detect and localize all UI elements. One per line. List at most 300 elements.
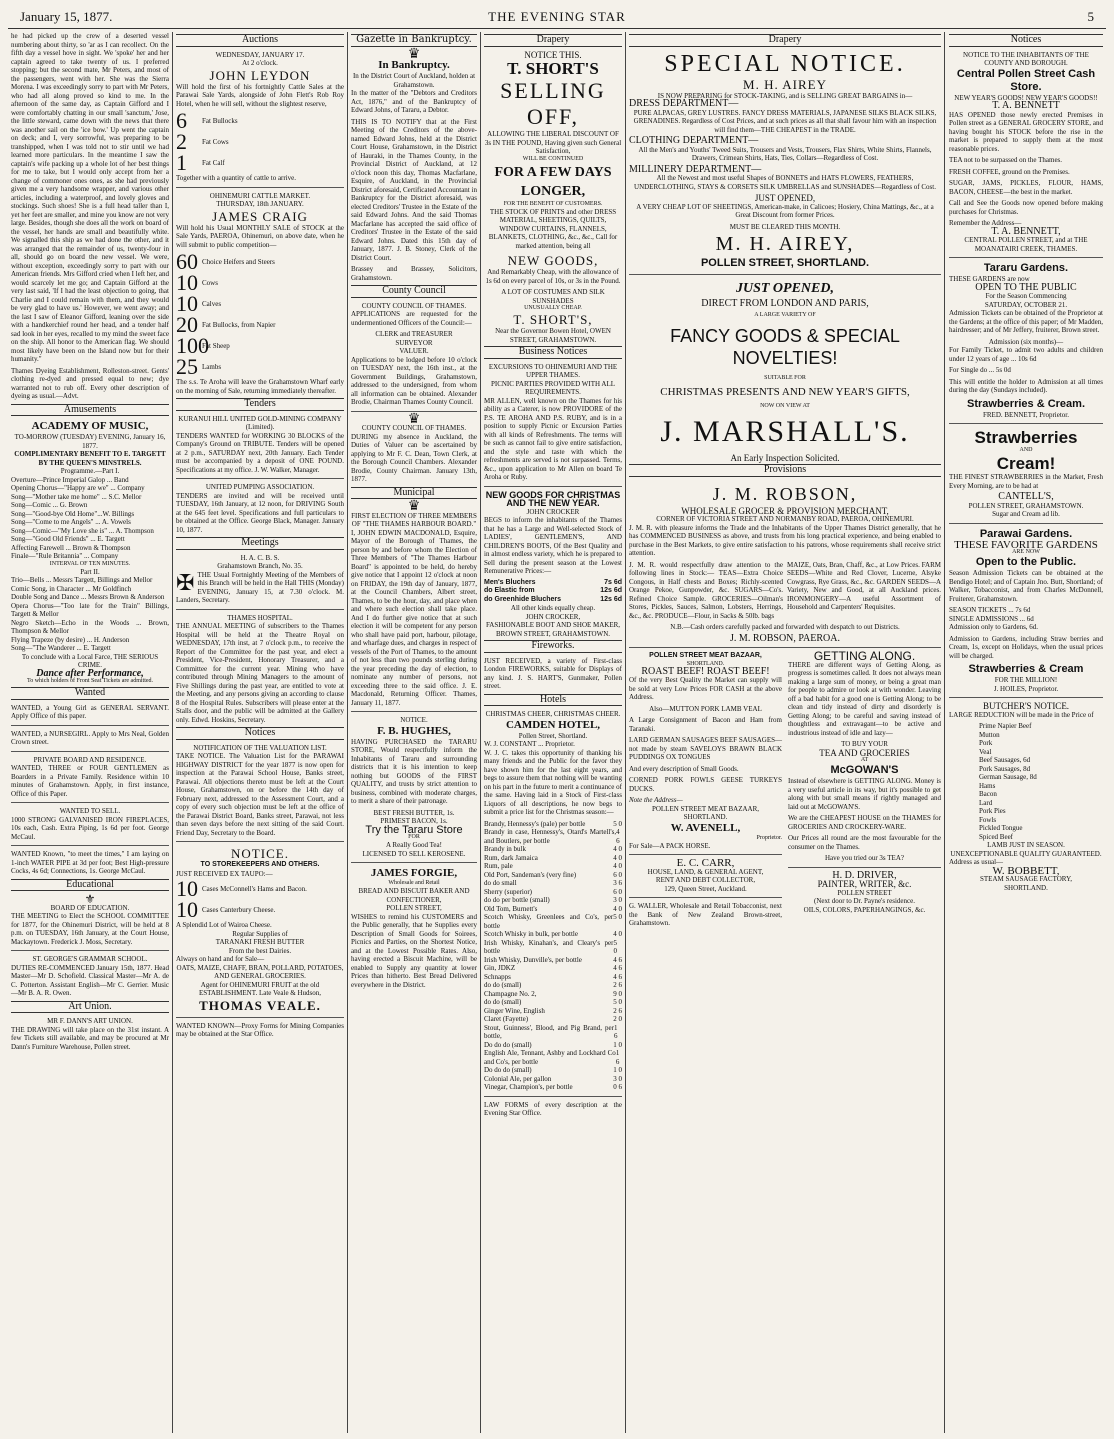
stock-lot-label: Calves <box>202 299 222 308</box>
officers-list <box>351 330 477 356</box>
bennett-coffee: FRESH COFFEE, ground on the Premises. <box>949 167 1070 176</box>
meat-item: Hams <box>979 781 996 790</box>
bankruptcy-text: THIS IS TO NOTIFY that at the First Meeting of the Creditors of the above-named Edward Johns, held at the District Court House, Grahamstown, in the District of Hauraki, in the Thames County, in the Provincial District of Auckland, at 12 o'clock noon this day, Thomas Macfarlane, Esquire, of Auckland, in the Provincial District aforesaid, Certificated Accountant in Bankruptcy for the District aforesaid, was elected Creditors' Trustee in the Estate of the said Edward Johns. And the said Thomas Macfarlane has accepted the said office of Creditors' Trustee in the Estate of the said Edward Johns. Dated this 15th day of January, 1877. J. B. Stoney, Clerk of the District Court. <box>351 117 477 262</box>
liquor-row-item: Old Tom, Burnett's <box>484 904 538 913</box>
stock-lot-count: 10 <box>176 291 198 316</box>
election-text: I, JOHN EDWIN MACDONALD, Esquire, Mayor of the Borough of Thames, the person by and before whom the Election of Three Members of "The Thames Harbour Board" is appointed to be held, do hereby give notice that I appoint 12 o'clock at noon on FRIDAY, the 19th day of January, 1877, at the Council Chambers, Albert street, Thames, to be the hour, day, and place when and where such election shall take place. And I do further give notice that at such election it will be competent for any person who shall have paid port, harbour, pilotage, and wharfage dues, and charges in respect of vessels of the Port of Thames, to the amount of not less than two pounds sterling during the year preceding the day of election, to nominate any number of persons, not exceeding three to the said office. J. E. Macdonald, Returning Officer. Thames, January 11, 1877. <box>351 528 477 707</box>
bobbett-name: W. BOBBETT, <box>992 864 1060 877</box>
for-label: FOR <box>408 834 420 840</box>
liquor-row-item: Schnapps <box>484 972 511 981</box>
meat-item: German Sausage, 8d <box>979 773 1037 781</box>
stock-lot <box>176 249 344 274</box>
section-wanted: Wanted <box>11 687 169 700</box>
robson-corner: CORNER OF VICTORIA STREET AND NORMANBY ROAD, PAEROA, OHINEMURI. <box>656 515 914 523</box>
water-pipe-notice: WANTED Known, "to meet the times," I am laying on 1-inch WATER PIPE at 3d per foot; Best High-pressure Cocks, 4s 6d; Connections, 1s. George McCaul. <box>11 850 169 875</box>
election-title: FIRST ELECTION OF THREE MEMBERS OF "THE THAMES HARBOUR BOARD." <box>351 511 477 528</box>
bazaar-text: Of the very Best Quality the Market can supply will be sold at very Low Prices FOR CASH at the above Address. <box>629 676 782 701</box>
fireworks-text: JUST RECEIVED, a variety of First-class London FIREWORKS, suitable for Displays of any kind. J. S. HART'S, Gunmaker, Pollen street. <box>484 656 622 690</box>
divider <box>11 845 169 846</box>
note-address: Note the Address— <box>629 796 683 804</box>
stock-lot-count: 10 <box>176 270 198 295</box>
single-ticket: For Single do ... 5s 0d <box>949 366 1011 374</box>
divider <box>351 711 477 712</box>
column-6 <box>946 32 1106 1433</box>
central-address: CENTRAL POLLEN STREET, and at THE MOANATAIRI CREEK, THAMES. <box>964 236 1088 253</box>
benefit-title: COMPLIMENTARY BENEFIT TO E. TARGETT BY THE QUEEN'S MINSTRELS. <box>14 450 166 467</box>
picnic: PICNIC PARTIES PROVIDED WITH ALL REQUIREMENTS. <box>490 379 616 396</box>
all-other: All other kinds equally cheap. <box>510 604 596 612</box>
liquor-row-price: 3 6 <box>613 879 622 887</box>
avenell-prop: Proprietor. <box>756 834 782 841</box>
bazaar-every: And every description of Small Goods. <box>629 764 739 773</box>
divider <box>484 1096 622 1097</box>
ex-items-list <box>176 876 344 922</box>
just-opened-2: JUST OPENED, <box>735 281 834 296</box>
boot-price <box>484 587 622 596</box>
ex-item-count: 10 <box>176 897 198 922</box>
council-text: APPLICATIONS are requested for the undermentioned Officers of the Council:— <box>351 310 477 327</box>
new-year-goods: NEW YEAR'S GOODS! NEW YEAR'S GOODS!! <box>954 93 1098 102</box>
meat-item: Pork Pies <box>979 807 1006 815</box>
admission-2: Admission to Gardens, including Straw berries and Cream, 1s, except on Holidays, when the usual prices will be charged. <box>949 634 1103 660</box>
auctioneer-craig: JAMES CRAIG <box>212 208 308 224</box>
stock-lot <box>176 333 344 358</box>
liquor-row <box>484 871 622 880</box>
robson-stock-right: MAIZE, Oats, Bran, Chaff, &c., at Low Prices. FARM SEEDS—White and Red Clover, Lucerne, Alsyke Cowgrass, Rye Grass, &c., &c. GARDEN SEEDS—A Variety, New and Good, at all Auckland prices. IRONMONGERY—A useful Assortment of Household and Carpenters' Requisites. <box>787 560 941 611</box>
hacbs-branch: Grahamstown Branch, No. 35. <box>217 562 303 570</box>
stock-lot-label: Lambs <box>202 362 222 371</box>
quality: UNEXCEPTIONABLE QUALITY GUARANTEED. <box>950 849 1102 858</box>
driver-next: (Next door to Dr. Payne's residence. <box>814 897 915 905</box>
steamer-note: The s.s. Te Aroha will leave the Grahamstown Wharf early on the morning of Sale, returning immediately thereafter. <box>176 378 344 395</box>
divider <box>629 274 941 275</box>
stock-text: THE STOCK OF PRINTS and other DRESS MATERIAL, SHEETINGS, QUILTS, WINDOW CURTAINS, FLANNELS, BLANKETS, CLOTHING, &c., &c., Call for marked attention, being all <box>488 207 618 250</box>
stock-list <box>176 249 344 379</box>
liquor-row <box>484 1024 622 1041</box>
xmas-cheer: CHRISTMAS CHEER, CHRISTMAS CHEER. <box>485 710 621 718</box>
liquor-row-item: Champagne No. 2, <box>484 989 537 998</box>
lamb-season: LAMB JUST IN SEASON. <box>987 841 1065 849</box>
boot-price <box>484 579 622 588</box>
waller-notice: G. WALLER, Wholesale and Retail Tobacconist, next the Bank of New Zealand Brown-street, Grahamstown. <box>629 902 782 927</box>
bazaar-also: Also—MUTTON PORK LAMB VEAL <box>649 704 762 713</box>
ex-item <box>176 897 344 922</box>
programme-item: Finale—"Rule Britannia" ... Company <box>11 552 119 560</box>
storekeepers-heading: TO STOREKEEPERS AND OTHERS. <box>200 861 320 868</box>
pack-horse: For Sale—A PACK HORSE. <box>629 841 711 850</box>
masthead <box>8 6 1106 29</box>
to-buy: TO BUY YOUR <box>841 740 888 748</box>
liquor-row-price: 4 6 <box>613 955 622 964</box>
few-days: FOR A FEW DAYS LONGER, <box>494 164 612 199</box>
hoiles: J. HOILES, Proprietor. <box>993 684 1059 693</box>
cantell-name: CANTELL'S, <box>998 491 1054 502</box>
admission-text: Admission Tickets can be obtained of the Proprietor at the Gardens; at the office of this paper; of Mr Madden, hairdresser; and of Mr Jeffery, fruiterer, Brown street. <box>949 309 1103 334</box>
board-education-title: BOARD OF EDUCATION. <box>50 903 130 912</box>
roast-beef: ROAST BEEF! ROAST BEEF! <box>641 665 770 677</box>
short-address: Near the Governor Bowen Hotel, OWEN STREET, GRAHAMSTOWN. <box>495 327 611 344</box>
divider <box>351 862 477 863</box>
camden-address: Pollen Street, Shortland. <box>518 731 588 740</box>
selling-off: SELLING OFF, <box>500 78 606 129</box>
bennett-sugar: SUGAR, JAMS, PICKLES, FLOUR, HAMS, BACON, CHEESE—the best in the market. <box>949 179 1103 196</box>
robson-text: J. M. R. with pleasure informs the Trade and the Inhabitants of the Upper Thames District generally, that he has COMMENCED BUSINESS as above, and trusts from his long practical experience, and being enabled to purchase in the Best Markets, to give entire satisfaction to his patrons, whose requirements shall receive strict attention. <box>629 523 941 557</box>
liquor-row-item: do do per bottle (small) <box>484 896 550 904</box>
tea-groceries: TEA AND GROCERIES <box>819 747 910 758</box>
pumping-text: TENDERS are invited and will be received until TUESDAY, 16th January, at 12 noon, for DRIVING South at the 645 feet level. Specifications and full particulars to be obtained at the Office. George Black, Manager. January 10, 1877. <box>176 491 344 534</box>
robson-signature: J. M. ROBSON, PAEROA. <box>730 632 840 644</box>
taranaki-butter: TARANAKI FRESH BUTTER <box>215 938 305 946</box>
board-education-text: THE MEETING to Elect the SCHOOL COMMITTEE for 1877, for the Ohinemuri District, will be held at 8 p.m. on TUESDAY, 16th January, at the Court House, Mackaytown. Frederick J. Moss, Secretary. <box>11 912 169 946</box>
regular-supplies: Regular Supplies of <box>232 929 288 938</box>
liquor-row-item: do do (small) <box>484 981 522 989</box>
liquor-row-item: Colonial Ale, per gallon <box>484 1074 552 1083</box>
liquor-row <box>484 1083 622 1092</box>
mcgowan-text: Instead of elsewhere is GETTING ALONG. Money is a very useful article in its way, but it's possible to get along with but small means if rightly managed and laid out at McGOWAN'S. <box>788 777 941 811</box>
column-rule <box>944 32 945 1433</box>
stock-lot-label: Fat Sheep <box>202 341 230 350</box>
farce: To conclude with a Local Farce, THE SERIOUS CRIME. <box>21 652 159 669</box>
just-opened: JUST OPENED, <box>754 193 816 203</box>
boot-price-price: 7s 6d <box>604 578 622 586</box>
programme-item: Song—Comic—"My Love she is" ... A. Thompson <box>11 526 154 535</box>
dance-sub: To which holders of Front Seat Tickets are admitted. <box>26 678 154 684</box>
art-union-text: THE DRAWING will take place on the 31st instant. A few Tickets still available, and may be procured at Mr Dann's Furniture Warehouse, Pollen street. <box>11 1025 169 1051</box>
carr-name: E. C. CARR, <box>676 857 735 869</box>
wanted-sell-title: WANTED TO SELL. <box>59 807 121 815</box>
ex-item-label: Cases Canterbury Cheese. <box>202 905 276 914</box>
divider <box>11 950 169 951</box>
auctioneer-leydon: JOHN LEYDON <box>209 67 311 83</box>
liquor-row-item: do do small <box>484 879 517 887</box>
liquor-row-price: 4 0 <box>613 845 622 853</box>
in-bankruptcy: In Bankruptcy. <box>378 59 450 71</box>
variety: A LARGE VARIETY OF <box>754 312 816 318</box>
crocker-name-2: JOHN CROCKER, <box>525 612 581 621</box>
agent-note: Agent for OHINEMURI FRUIT at the old ESTABLISHMENT. Late Veale & Hudson, <box>198 980 322 997</box>
programme-item: Song—"The Wanderer ... E. Targett <box>11 644 111 652</box>
dairies: From the best Dairies. <box>228 946 292 955</box>
liquor-row-price: 9 0 <box>613 989 622 998</box>
family-ticket: For Family Ticket, to admit two adults and children under 12 years of age ... 10s 6d <box>949 346 1103 363</box>
lot-count: 6 <box>176 108 187 133</box>
programme-item: Double Song and Dance ... Messrs Brown & Anderson <box>11 593 165 601</box>
officer-item: CLERK and TREASURER <box>375 330 453 338</box>
central-store: Central Pollen Street Cash Store. <box>956 67 1096 93</box>
liquor-row-item: Do do do (small) <box>484 1040 532 1049</box>
meat-item: Lard <box>979 798 993 807</box>
liquor-price-list <box>484 820 622 1092</box>
meat-item: Beef Sausages, 6d <box>979 756 1031 764</box>
crocker-maker: FASHIONABLE BOOT AND SHOE MAKER, BROWN STREET, GRAHAMSTOWN. <box>485 621 621 638</box>
millinery-dept: MILLINERY DEPARTMENT— <box>629 163 762 175</box>
newspaper-title: THE EVENING STAR <box>488 9 626 24</box>
robson-nb: N.B.—Cash orders carefully packed and forwarded with despatch to out Districts. <box>670 623 900 631</box>
art-union-title: MR F. DANN'S ART UNION. <box>47 1017 133 1025</box>
liquor-row <box>484 964 622 973</box>
liquor-row <box>484 1015 622 1024</box>
forgie-text: WISHES to remind his CUSTOMERS and the Public generally, that he Supplies every Description of Small Goods for Soirees, Picnics and Parties, on the Shortest Notice, and at the Lowest Possible Rates. Also, having erected a Biscuit Machine, will be enabled to Supply any quantity at lower Prices than hitherto. Best Bread Delivered everywhere in the District. <box>351 912 477 989</box>
cream-heading: Cream! <box>996 454 1056 473</box>
programme-item: Trio—Bells ... Messrs Targett, Billings and Mellor <box>11 576 153 584</box>
kuranui-text: TENDERS WANTED for WORKING 30 BLOCKS of the Company's Ground on TRIBUTE. Tenders will be opened at 2 p.m., SATURDAY next, 20th January. Each Tender must be accompanied by a deposit of ONE POUND. Specifications at my office. J. W. Walker, Manager. <box>176 431 344 474</box>
liquor-row-price: 4 0 <box>613 853 622 862</box>
marshall-name: J. MARSHALL'S. <box>660 414 910 448</box>
crocker-text: BEGS to inform the inhabitants of the Thames that he has a Large and Well-selected Stock of LADIES', GENTLEMEN'S, AND CHILDREN'S BOOTS, Of the Best Quality and in almost endless variety, which he is prepared to Sell during the present season at the Lowest Remunerative Prices:— <box>484 516 622 575</box>
liquor-row-price: 3 0 <box>613 1074 622 1083</box>
liquor-row-price: 1 0 <box>613 1040 622 1049</box>
bazaar-meats: LARD GERMAN SAUSAGES BEEF SAUSAGES—not made by steam SAVELOYS BRAWN BLACK PUDDINGS OX TONGUES <box>629 736 782 761</box>
liquor-row <box>484 879 622 888</box>
private-board-title: PRIVATE BOARD AND RESIDENCE. <box>33 755 147 764</box>
part-two-heading: Part II. <box>80 567 100 576</box>
lot <box>176 129 344 154</box>
admission-six: Admission (six months)— <box>988 337 1064 346</box>
divider <box>949 697 1103 698</box>
driver-name: H. D. DRIVER, <box>832 869 897 881</box>
programme-item: Song—Comic ... G. Brown <box>11 501 88 509</box>
tararu-gardens: Tararu Gardens. <box>983 262 1069 274</box>
council-text-2: Applications to be lodged before 10 o'clock on TUESDAY next, the 16th inst., at the Government Buildings, Grahamstown, addressed to the undersigned, from whom all information can be obtained. Alexander Brodie, Chairman Thames County Council. <box>351 355 477 406</box>
at-label: AT <box>860 757 869 763</box>
royal-arms-icon: ♛ <box>407 411 421 427</box>
section-county-council: County Council <box>351 285 477 298</box>
early-inspection: An Early Inspection Solicited. <box>730 452 840 463</box>
camden-proprietor: W. J. CONSTANT ... Proprietor. <box>484 740 575 748</box>
special-notice: SPECIAL NOTICE. <box>664 50 906 77</box>
programme-item: Song—"Good-bye Old Home"...W. Billings <box>11 509 135 518</box>
driver-street: POLLEN STREET <box>837 888 892 897</box>
boot-price-item: do Greenhide Bluchers <box>484 595 562 603</box>
leydon-text: Will hold the first of his fortnightly Cattle Sales at the Parawai Sale Yards, alongside of John Flett's Rob Roy Hotel, when he will sell, without the slightest reserve, <box>176 82 344 108</box>
tried-tea: Have you tried our 3s TEA? <box>825 854 904 862</box>
open-to-public: Open to the Public. <box>975 556 1077 568</box>
liquor-row <box>484 1041 622 1050</box>
meat-item: Bacon <box>979 790 997 798</box>
grammar-school-text: DUTIES RE-COMMENCED January 15th, 1877. Head Master—Mr D. Schofield. Classical Master—Mr A. de C. Potterton. Assistant English—Mr C. Gerrier. Music—Mr B. A. R. Owen. <box>11 963 169 997</box>
meat-item: Pork <box>979 739 993 747</box>
and-label: AND <box>1019 447 1033 453</box>
divider <box>949 257 1103 258</box>
airey-name-2: M. H. AIREY, <box>715 233 855 255</box>
liquor-row-price: 2 6 <box>613 981 622 989</box>
divider <box>176 1017 344 1018</box>
stock-lot-label: Fat Bullocks, from Napier <box>202 320 276 329</box>
programme-item: Opening Chorus—"Happy are we" ... Company <box>11 484 145 492</box>
camden-text: W. J. C. takes this opportunity of thanking his many friends and the Public for the favor they have shown him for the last eight years, and begs to assure them that nothing will be wanting on his part in the future to merit a continuance of the same. Having laid in a Stock of First-class Liquors of all descriptions, he now begs to submit a price list for the Christmas season:— <box>484 748 622 816</box>
bazaar-title-2: POLLEN STREET MEAT BAZAAR, <box>651 804 760 813</box>
matter-line: In the matter of the "Debtors and Creditors Act, 1876," and of the Bankruptcy of Edward Johns, of Tararu, a Debtor. <box>351 89 477 114</box>
liquor-row <box>484 854 622 863</box>
butcher-notice: BUTCHER'S NOTICE. <box>982 701 1070 711</box>
liquor-row-item: Do do do (small) <box>484 1066 532 1074</box>
address-usual: Address as usual— <box>949 858 1004 866</box>
liquor-row <box>484 973 622 982</box>
carr-sub: HOUSE, LAND, & GENERAL AGENT, <box>647 867 764 876</box>
allen-text: MR ALLEN, well known on the Thames for his ability as a Caterer, is now PROVIDORE of the P.S. TE AROHA AND P.S. RUBY, and is in a position to supply Picnic or Excursion Parties with all kinds of Refreshments. The terms will be such as cannot fail to give entire satisfaction, and the style and taste with which the refreshments are served is not surpassed. Terms, &c., upon application to Mr Allen on board Te Aroha or Ruby. <box>484 396 622 481</box>
divider <box>176 478 344 479</box>
forgie-sub: Wholesale and Retail <box>388 880 440 886</box>
issue-date: January 15, 1877. <box>20 9 113 24</box>
boot-price-price: 12s 6d <box>600 587 622 594</box>
bennett-name: T. A. BENNETT <box>992 100 1060 111</box>
council2-title: COUNTY COUNCIL OF THAMES. <box>361 424 467 432</box>
notice-this: NOTICE THIS. <box>524 49 582 60</box>
forgie-name: JAMES FORGIE, <box>370 867 458 879</box>
suitable: SUITABLE FOR <box>764 375 806 381</box>
bazaar-corned: CORNED PORK FOWLS GEESE TURKEYS DUCKS. <box>629 776 782 793</box>
clothing-text: All the Men's and Youths' Tweed Suits, Trousers and Vests, Trousers, Flax Shirts, White Shirts, Flannels, Drawers, Crimean Shirts, Hats, Ties, Collars—Regardless of Cost. <box>638 145 932 162</box>
stock-lot-count: 20 <box>176 312 198 337</box>
divider <box>176 187 344 188</box>
divider <box>629 647 941 648</box>
are-now: ARE NOW <box>1012 549 1040 555</box>
notice-heading: NOTICE. <box>400 716 428 724</box>
liquor-row-item: Claret (Fayette) <box>484 1015 529 1023</box>
strawberries-million: Strawberries & Cream <box>968 663 1084 675</box>
liquor-row-item: do do (small) <box>484 998 522 1006</box>
bennett-call: Call and See the Goods now opened before making purchases for Christmas. <box>949 199 1103 216</box>
camden-hotel: CAMDEN HOTEL, <box>505 718 601 731</box>
craig-text: Will hold his Usual MONTHLY SALE of STOCK at the Sale Yards, PAEROA, Ohinemuri, on above date, when he will submit to public competition— <box>176 223 344 249</box>
stock-lot-label: Cows <box>202 278 218 287</box>
stock-lot <box>176 270 344 295</box>
liquor-row-price: 3 0 <box>613 896 622 904</box>
strawberries-heading: Strawberries <box>974 428 1078 447</box>
bazaar-title: POLLEN STREET MEAT BAZAAR, <box>649 652 762 659</box>
liquor-row <box>484 939 622 956</box>
liquor-row-price: 5 0 <box>613 998 622 1006</box>
bread-baker: BREAD AND BISCUIT BAKER AND CONFECTIONER, <box>358 887 470 904</box>
law-forms: LAW FORMS of every description at the Evening Star Office. <box>484 1100 622 1117</box>
programme-list <box>11 476 169 561</box>
dress-text: PURE ALPACAS, GREY LUSTRES. FANCY DRESS MATERIALS, JAPANESE SILKS BLACK SILKS, GRENADINES. Regardless of Cost Prices, and at such prices as all that shall favour him with an inspection will find them—THE CHEAPEST in the TRADE. <box>633 108 937 134</box>
cantell-address: POLLEN STREET, GRAHAMSTOWN. <box>968 501 1084 510</box>
now-on-view: NOW ON VIEW AT <box>760 402 810 409</box>
favorite-gardens: THESE FAVORITE GARDENS <box>954 538 1098 551</box>
divider <box>176 841 344 842</box>
liquor-row-price: 5 0 <box>613 938 617 955</box>
liquor-row-price: 4 0 <box>613 904 622 913</box>
meat-item: Prime Napier Beef <box>979 722 1032 730</box>
valuation-text: TAKE NOTICE. The Valuation List for the PARAWAI HIGHWAY DISTRICT for the year 1877 is now open for inspection at the Parawai School House, Banks street, Parawai. All objections thereto must be left at the Court House, Grahamstown, on or before the 14th day of February next, addressed to the Assessment Court, and a copy of every such objection must be left at the office of the Parawai District Board, Banks street, Parawai, not less than seven days before the next sitting of the said Court. Friend Day, Secretary to the Board. <box>176 752 344 837</box>
xmas-heading: NEW GOODS FOR CHRISTMAS AND THE NEW YEAR. <box>485 489 621 508</box>
divider <box>629 854 782 855</box>
bazaar-place-2: SHORTLAND. <box>683 813 728 821</box>
programme-heading: Programme.—Part I. <box>60 467 120 475</box>
divider <box>11 802 169 803</box>
liquor-row <box>484 896 622 905</box>
cattle-market-title: OHINEMURI CATTLE MARKET. <box>209 191 311 200</box>
programme-item: Song—"Mother take me home" ... S.C. Mellor <box>11 492 142 501</box>
dress-dept: DRESS DEPARTMENT— <box>629 98 739 109</box>
emblem-icon: ✠ <box>176 569 195 595</box>
lot-count: 1 <box>176 150 187 175</box>
lot-label: Fat Bullocks <box>202 116 238 125</box>
section-bankruptcy: Gazette in Bankruptcy. <box>351 34 477 47</box>
sugar-cream: Sugar and Cream ad lib. <box>992 510 1060 518</box>
robson-name: J. M. ROBSON, <box>712 483 858 504</box>
column-2 <box>173 32 347 1433</box>
liquor-row <box>484 998 622 1007</box>
programme-item: Negro Sketch—Echo in the Woods ... Brown, Thompson & Mellor <box>11 618 169 635</box>
meat-item: Spiced Beef <box>979 832 1014 841</box>
kerosene: LICENSED TO SELL KEROSENE. <box>362 849 466 858</box>
dance-heading: Dance after Performance, <box>36 667 144 679</box>
programme-item: Comic Song, in Character ... Mr Goldfinch <box>11 584 132 593</box>
robson-stock-left: J. M. R. would respectfully draw attention to the following lines in Stock:— TEAS—Extra Choice Congous, in Half chests and Boxes; Richly-scented Orange Pekoe, Gunpowder, &c. SUGARS—Co's. Refined Choice Sample. GROCERIES—Oilman's Stores, Pickles, Sauces, Salmon, Lobsters, Herrings, &c., &c. PRODUCE—Flour, in Sacks & 50lb. bags <box>629 560 783 620</box>
liquor-row-item: Scotch Whisky, Greenlees and Co's, per bottle <box>484 913 614 930</box>
divider <box>11 751 169 752</box>
pumping-title: UNITED PUMPING ASSOCIATION. <box>205 483 315 491</box>
butter-price: BEST FRESH BUTTER, 1s. <box>373 808 455 817</box>
allowing: ALLOWING THE LIBERAL DISCOUNT OF 3s IN THE POUND, Having given such General Satisfaction, <box>484 130 622 155</box>
liquor-row-price: 1 6 <box>613 1023 618 1040</box>
section-educational: Educational <box>11 879 169 892</box>
hospital-text: THE ANNUAL MEETING of subscribers to the Thames Hospital will be held at the Theatre Royal on WEDNESDAY, 17th inst, at 7 o'clock p.m., to receive the Report of the Committee for the past year, and elect a President, Vice-President, Honorary Treasurer, and a Committee for the current year. Mining who have contributed through Mining Managers to the amount of Five Shillings during the past year, are entitled to vote at the Meeting, and any persons giving an according to clause 8 of the Hospital Rules. Subscribers will please enter at the Stalls door, and the public will be admitted at the Gallery only. Edwd. Hoskins, Secretary. <box>176 622 344 724</box>
cattle-market-date: THURSDAY, 18th JANUARY. <box>216 200 304 208</box>
interval: INTERVAL OF TEN MINUTES. <box>49 560 131 567</box>
royal-arms-icon: ♛ <box>407 499 421 514</box>
bazaar-place: SHORTLAND. <box>686 660 725 667</box>
liquor-row <box>484 820 622 829</box>
bennett-tea: TEA not to be surpassed on the Thames. <box>949 156 1063 164</box>
divider <box>788 867 941 868</box>
forgie-street: POLLEN STREET, <box>386 904 442 912</box>
officer-item: VALUER. <box>399 347 429 355</box>
mcgowan-name: McGOWAN'S <box>830 764 899 776</box>
page-number: 5 <box>1087 9 1094 24</box>
liquor-row-price: 0 6 <box>613 1083 622 1091</box>
boot-price-price: 12s 6d <box>600 595 622 603</box>
our-prices: Our Prices all round are the most favourable for the consumer on the Thames. <box>788 834 941 851</box>
liquor-row-price: 1 6 <box>615 1049 620 1066</box>
officer-item: SURVEYOR <box>395 338 433 347</box>
section-auctions: Auctions <box>176 34 344 47</box>
cheapest-house: We are the CHEAPEST HOUSE on the THAMES for GROCERIES AND CROCKERY-WARE. <box>788 814 941 831</box>
xmas-presents: CHRISTMAS PRESENTS AND NEW YEAR'S GIFTS, <box>660 386 910 398</box>
liquor-row-item: Ginger Wine, English <box>484 1006 545 1015</box>
column-5 <box>626 32 944 1433</box>
parawai-gardens: Parawai Gardens. <box>979 527 1073 540</box>
ex-item-count: 10 <box>176 876 198 901</box>
getting-along: GETTING ALONG. <box>813 649 916 663</box>
sausage-factory: STEAM SAUSAGE FACTORY, <box>980 875 1072 883</box>
remember-address: Remember the Address— <box>949 219 1022 227</box>
liquor-row-item: Sherry (superior) <box>484 887 533 896</box>
liquor-row-item: Scotch Whisky in bulk, per bottle <box>484 930 578 938</box>
open-public: OPEN TO THE PUBLIC <box>975 281 1077 293</box>
liquor-row-price: 4 0 <box>613 930 622 938</box>
always-on-hand: Always on hand and for Sale— <box>176 955 265 963</box>
programme-item: Song—"Come to me Angels" ... A. Vowels <box>11 518 131 526</box>
carr-rent: RENT AND DEBT COLLECTOR, <box>655 876 756 884</box>
lot-label: Fat Calf <box>202 158 225 167</box>
hughes-name: F. B. HUGHES, <box>377 724 451 737</box>
section-hotels: Hotels <box>484 694 622 707</box>
liquor-row-price: 4 6 <box>613 972 622 981</box>
academy-title: ACADEMY OF MUSIC, <box>31 420 149 432</box>
meats-list <box>949 722 1103 841</box>
liquor-row-item: Rum, pale <box>484 862 513 870</box>
divider <box>11 725 169 726</box>
single-admissions: SINGLE ADMISSIONS ... 6d <box>949 614 1034 623</box>
fancy-goods: FANCY GOODS & SPECIAL NOVELTIES! <box>670 326 900 368</box>
notice-heading: NOTICE. <box>231 846 289 861</box>
meat-item: Pickled Tongue <box>979 824 1023 832</box>
liquor-row-item: Irish Whisky, Dunville's, per bottle <box>484 955 582 964</box>
millinery-text: All the Newest and most useful Shapes of BONNETS and HATS FLOWERS, FEATHERS, UNDERCLOTHING, STAYS & CORSETS SILK UMBRELLAS and SUNSHADES—Regardless of Cost. <box>634 174 936 191</box>
